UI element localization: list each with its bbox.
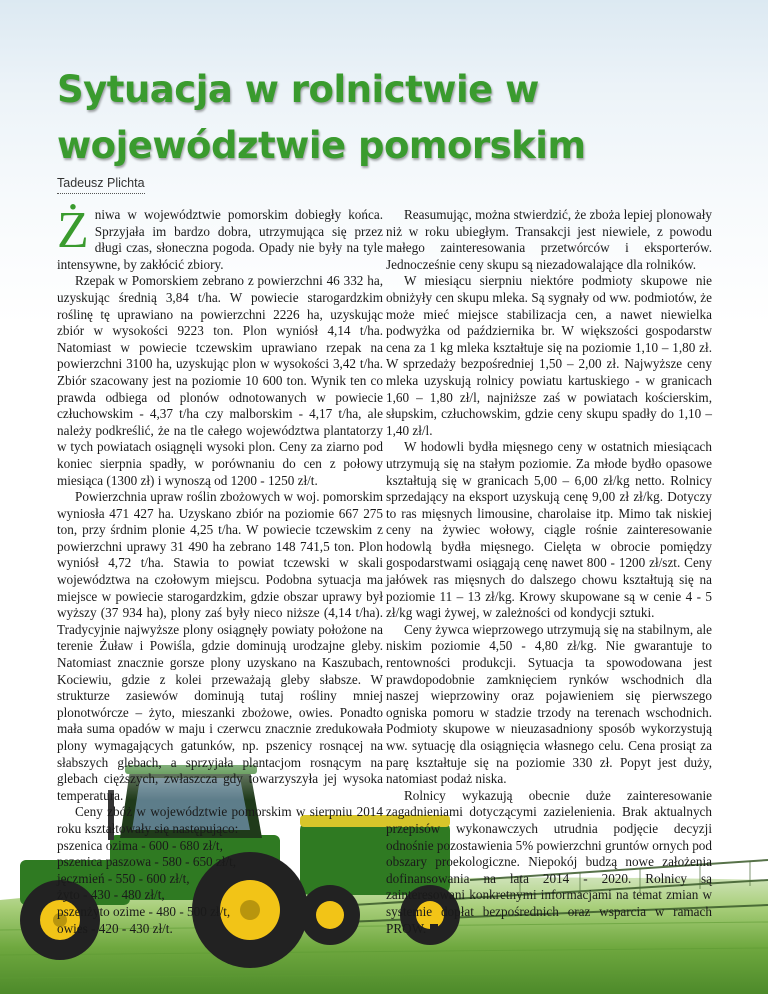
price-list-item: żyto - 430 - 480 zł/t, <box>57 887 165 903</box>
paragraph: Rzepak w Pomorskiem zebrano z powierzchni 46 332 ha, uzyskując średnią 3,84 t/ha. W powiecie starogardzkim roślinę tę uprawiano na powierzchni 2226 ha, uzyskując zbiór w wysokości 9223 ton. Plon wyniósł 4,14 t/ha. Natomiast w powiecie tczewskim uprawiano rzepak na powierzchni 3100 ha, uzyskując plon w wysokości 3,42 t/ha. Zbiór szacowany jest na poziomie 10 600 ton. Wynik ten co prawda odbiega od plonów odnotowanych w powiecie człuchowskim - 4,37 t/ha czy malborskim - 4,17 t/ha, ale należy podkreślić, że na tle całego województwa plantatorzy w tych powiatach osiągnęli wysoki plon. Ceny za ziarno pod koniec sierpnia spadły, w porównaniu do cen z połowy miesiąca (1300 zł) i wynoszą od 1200 - 1250 zł/t. <box>57 273 383 488</box>
paragraph-text: niwa w województwie pomorskim dobiegły końca. Sprzyjała im bardzo dobra, utrzymująca się przez długi czas, słoneczna pogoda. Opady nie były na tyle intensywne, by zakłócić zbiory. <box>57 207 383 272</box>
paragraph: Ceny żywca wieprzowego utrzymują się na stabilnym, ale niskim poziomie 4,50 - 4,80 zł/kg. Nie gwarantuje to rentowności produkcji. Sytuacja ta spowodowana jest prawdopodobnie zamknięciem rynków wschodnich dla naszej wieprzowiny oraz pojawieniem się pierwszego ogniska pomoru w stadzie trzody na terenach wschodnich. Podmioty skupowe w nieuzasadniony sposób wykorzystują ww. sytuację dla osiągnięcia własnego celu. Cena prosiąt za parę kształtuje się na poziomie 330 zł. Popyt jest duży, natomiast podaż niska. <box>386 621 712 787</box>
price-list-item: pszenica paszowa - 580 - 650 zł/t, <box>57 854 237 870</box>
end-of-article-mark <box>430 924 438 932</box>
article-author: Tadeusz Plichta <box>57 176 145 194</box>
paragraph: Powierzchnia upraw roślin zbożowych w woj. pomorskim wyniosła 471 427 ha. Uzyskano zbiór na poziomie 667 275 ton, przy śrdnim plonie 4,25 t/ha. W powiecie tczewskim z powierzchni uprawy 31 490 ha zebrano 148 741,5 ton. Plon wyniósł 4,72 t/ha. Stawia to powiat tczewski w skali województwa na czołowym miejscu. Podobna sytuacja ma miejsce w powiecie starogardzkim, gdzie obszar uprawy był wyższy (37 934 ha), plony zaś były nieco niższe (4,14 t/ha). Tradycyjnie najwyższe plony osiągnęły powiaty położone na terenie Żuław i Powiśla, gdzie dominują urodzajne gleby. Natomiast znacznie gorsze plony uzyskano na Kaszubach, Kociewiu, gdzie z kolei przeważają gleby słabsze. W strukturze zasiewów dominują tutaj rośliny mniej plonotwórcze – żyto, mieszanki zbożowe, owies. Ponadto mała suma opadów w maju i czerwcu znacznie zredukowała plony wymagających gatunków, np. pszenicy rosnącej na słabszych glebach, a sprzyjała plantacjom rosnącym na glebach cięższych, zwłaszcza gdy towarzyszyła jej wysoka temperatura. <box>57 489 383 803</box>
price-list-item: owies - 420 - 430 zł/t. <box>57 920 173 936</box>
lead-paragraph <box>57 202 383 273</box>
closing-paragraph <box>386 788 712 937</box>
drop-cap: Ż <box>57 202 89 259</box>
paragraph: Reasumując, można stwierdzić, że zboża lepiej plonowały niż w roku ubiegłym. Transakcji jest niewiele, z powodu małego zainteresowania przetwórców i eksporterów. Jednocześnie ceny skupu są niezadowalające dla rolników. <box>386 207 712 272</box>
price-list-item: jęczmień - 550 - 600 zł/t, <box>57 870 190 886</box>
price-list-item: pszenżyto ozime - 480 - 500 zł/t, <box>57 903 231 919</box>
price-list-item: pszenica ozima - 600 - 680 zł/t, <box>57 837 223 853</box>
paragraph: W miesiącu sierpniu niektóre podmioty skupowe nie obniżyły cen skupu mleka. Są sygnały od ww. podmiotów, że może mieć miejsce stabilizacja cen, a nawet niewielka podwyżka od października br. W większości gospodarstw cena za 1 kg mleka kształtuje się na poziomie 1,10 – 1,80 zł. W sprzedaży bezpośredniej 1,50 – 2,00 zł. Najwyższe ceny mleka uzyskują rolnicy powiatu kartuskiego - w granicach 1,60 – 1,80 zł/l, najniższe zaś w powiatach kościerskim, słupskim, człuchowskim, gdzie ceny skupu spadły do 1,10 – 1,40 zł/l. <box>386 273 712 438</box>
left-column <box>57 202 383 937</box>
paragraph: Ceny zbóż w województwie pomorskim w sierpniu 2014 roku kształtowały się następująco: <box>57 804 383 836</box>
right-column <box>386 207 712 937</box>
paragraph-text: Rolnicy wykazują obecnie duże zainteresowanie zagadnieniami dotyczącymi zazielenienia. Brak aktualnych przepisów wykonawczych utrudnia podjęcie decyzji odnośnie pozostawienia 5% powierzchni gruntów ornych pod obszary proekologiczne. Niepokój budzą nowe założenia dofinansowania na lata 2014 - 2020. Rolnicy są zainteresowani konkretnymi informacjami na temat zmian w systemie dopłat bezpośrednich oraz wsparcia w ramach PROW. <box>386 787 712 936</box>
article-title: Sytuacja w rolnictwie w województwie pomorskim <box>57 68 586 167</box>
paragraph: W hodowli bydła mięsnego ceny w ostatnich miesiącach utrzymują się na stałym poziomie. Za młode bydło opasowe kształtują się w granicach 5,00 – 6,00 zł/kg netto. Rolnicy sprzedający na eksport uzyskują cenę 9,00 zł zł/kg. Dotyczy to ras mięsnych limousine, charolaise itp. Mimo tak niskiej ceny na żywiec wołowy, ciągle rośnie zainteresowanie hodowlą bydła mięsnego. Cielęta w obrocie pomiędzy gospodarstwami osiągają cenę nawet 800 - 1200 zł/szt. Ceny jałówek ras mięsnych do dalszego chowu kształtują się na poziomie 11 – 13 zł/kg. Krowy skupowane są w cenie 4 - 5 zł/kg wagi żywej, w zależności od kondycji sztuki. <box>386 439 712 621</box>
